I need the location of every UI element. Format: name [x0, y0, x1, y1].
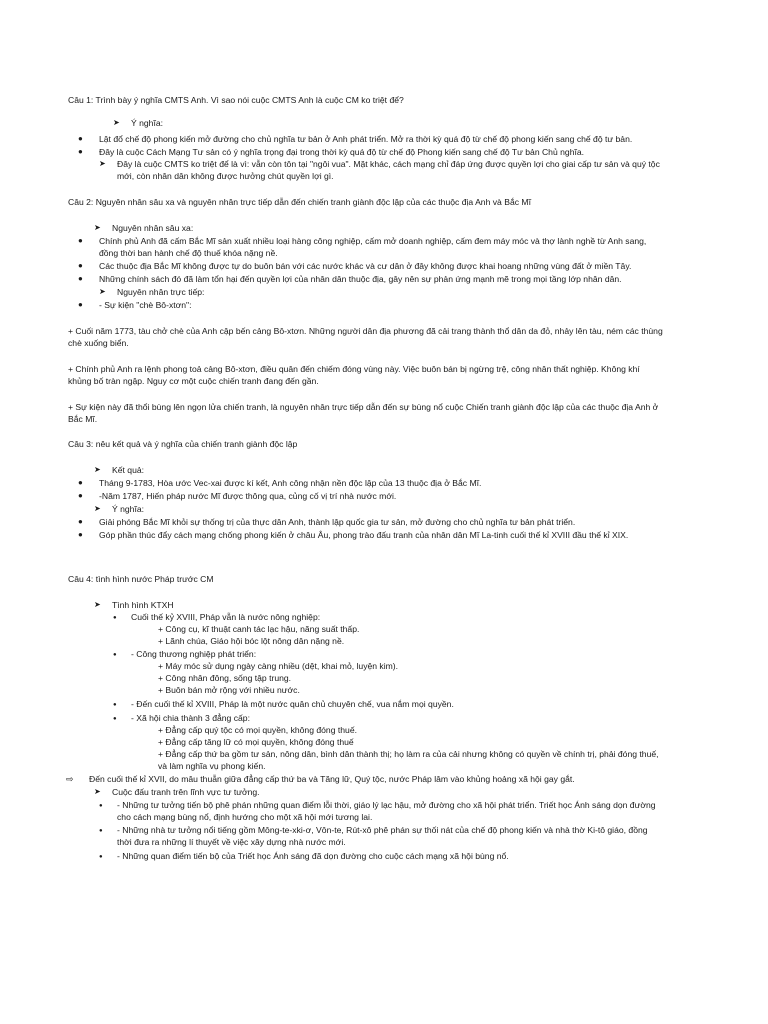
bullet-icon: ● — [78, 147, 83, 156]
q2-para-3-line-2: Bắc Mĩ. — [68, 414, 98, 424]
bullet-icon: ● — [113, 615, 117, 621]
question-1-title: Câu 1: Trình bày ý nghĩa CMTS Anh. Vì sao nói cuộc CMTS Anh là cuộc CM ko triệt để? — [68, 95, 404, 105]
q4-industry-2: + Công nhân đông, sống tập trung. — [158, 673, 292, 683]
bullet-icon: ● — [113, 702, 117, 708]
q4-agriculture: Cuối thế kỷ XVIII, Pháp vẫn là nước nông nghiệp: — [131, 612, 321, 622]
bullet-icon: ● — [78, 491, 83, 500]
q1-subitem-line-2: mới, còn nhân dân không được hưởng chút quyền lợi gì. — [117, 171, 334, 181]
arrow-bullet-icon: ➤ — [94, 787, 101, 796]
bullet-icon: ● — [78, 274, 83, 283]
q2-item-3: Những chính sách đó đã làm tổn hại đến quyền lợi của nhân dân thuộc địa, gây nên sự phản ứng mạnh mẽ trong mọi tầng lớp nhân dân. — [99, 274, 622, 284]
q4-ideology-2-line-1: - Những nhà tư tưởng nổi tiếng gồm Mông-te-xki-ơ, Vôn-te, Rút-xô phê phán sự thối nát của chế độ phong kiến và nhà thờ Ki-tô giáo, đồng — [117, 825, 648, 835]
q2-item-4: - Sự kiện "chè Bô-xtơn": — [99, 300, 192, 310]
q4-agriculture-2: + Lãnh chúa, Giáo hội bóc lột nông dân nặng nề. — [158, 636, 345, 646]
arrow-bullet-icon: ➤ — [99, 287, 106, 296]
bullet-icon: ● — [78, 300, 83, 309]
arrow-bullet-icon: ➤ — [94, 223, 101, 232]
q4-heading-socioeconomic: Tình hình KTXH — [112, 600, 174, 610]
q4-heading-ideology: Cuộc đấu tranh trên lĩnh vực tư tưởng. — [112, 787, 260, 797]
q4-estates-3-cont: và làm nghĩa vụ phong kiến. — [158, 761, 266, 771]
q1-item-2: Đây là cuộc Cách Mạng Tư sản có ý nghĩa trọng đại trong thời kỳ quá độ từ chế độ Phong kiến sang chế độ Tư bản Chủ nghĩa. — [99, 147, 585, 157]
q4-industry: - Công thương nghiệp phát triển: — [131, 649, 257, 659]
q4-monarchy: - Đến cuối thế kỉ XVIII, Pháp là một nước quân chủ chuyên chế, vua nắm mọi quyền. — [131, 699, 454, 709]
q2-heading-deep-cause: Nguyên nhân sâu xa: — [112, 223, 194, 233]
arrow-bullet-icon: ➤ — [113, 118, 120, 127]
q4-ideology-3: - Những quan điểm tiến bộ của Triết học Ánh sáng đã dọn đường cho cuộc cách mạng xã hội bùng nổ. — [117, 851, 509, 861]
q1-heading-meaning: Ý nghĩa: — [131, 118, 164, 128]
q4-estates-3: + Đẳng cấp thứ ba gồm tư sản, nông dân, bình dân thành thị; họ làm ra của cải nhưng không có quyền về chính trị, phải đóng thuế, — [158, 749, 659, 759]
q4-estates: - Xã hội chia thành 3 đẳng cấp: — [131, 713, 250, 723]
q2-item-1-line-2: đồng thời ban hành chế độ thuế khóa nặng nề. — [99, 248, 278, 258]
q3-item-4: Góp phần thúc đẩy cách mạng chống phong kiến ở châu Âu, phong trào đấu tranh của nhân dân Mĩ La-tinh cuối thế kỉ XVIII đầu thế kỉ XIX. — [99, 530, 629, 540]
bullet-icon: ● — [99, 854, 103, 860]
q2-para-1-line-2: chè xuống biển. — [68, 338, 129, 348]
bullet-icon: ● — [113, 716, 117, 722]
arrow-bullet-icon: ➤ — [94, 600, 101, 609]
q2-para-2-line-1: + Chính phủ Anh ra lệnh phong toả cảng Bô-xtơn, điều quân đến chiếm đóng vùng này. Việc buôn bán bị ngừng trệ, công nhân thất nghiệp. Không khí — [68, 364, 640, 374]
q1-item-1: Lật đổ chế độ phong kiến mở đường cho chủ nghĩa tư bản ở Anh phát triển. Mở ra thời kỳ quá độ từ chế độ phong kiến sang chế độ tư bản. — [99, 134, 633, 144]
bullet-icon: ● — [99, 828, 103, 834]
q3-item-2: -Năm 1787, Hiến pháp nước Mĩ được thông qua, củng cố vị trí nhà nước mới. — [99, 491, 397, 501]
q2-heading-direct-cause: Nguyên nhân trực tiếp: — [117, 287, 205, 297]
q4-industry-1: + Máy móc sử dụng ngày càng nhiều (dệt, khai mỏ, luyện kim). — [158, 661, 399, 671]
bullet-icon: ● — [99, 803, 103, 809]
q2-para-1-line-1: + Cuối năm 1773, tàu chở chè của Anh cập bến cảng Bô-xtơn. Những người dân địa phương đã cải trang thành thổ dân da đỏ, nhảy lên tàu, ném các thùng — [68, 326, 663, 336]
q4-ideology-1-line-2: cho cách mạng bùng nổ, định hướng cho một xã hội mới tương lai. — [117, 812, 373, 822]
q4-estates-2: + Đẳng cấp tăng lữ có mọi quyền, không đóng thuế — [158, 737, 354, 747]
question-3-title: Câu 3: nêu kết quả và ý nghĩa của chiến tranh giành độc lập — [68, 439, 298, 449]
bullet-icon: ● — [78, 530, 83, 539]
q2-para-3-line-1: + Sự kiện này đã thổi bùng lên ngọn lửa chiến tranh, là nguyên nhân trực tiếp dẫn đến sự bùng nổ cuộc Chiến tranh giành độc lập của các thuộc địa Anh ở — [68, 402, 659, 412]
q2-item-2: Các thuộc địa Bắc Mĩ không được tự do buôn bán với các nước khác và cư dân ở đây không được khai hoang những vùng đất ở miền Tây. — [99, 261, 632, 271]
q4-conclusion: Đến cuối thế kỉ XVII, do mâu thuẫn giữa đẳng cấp thứ ba và Tăng lữ, Quý tộc, nước Pháp lâm vào khủng hoảng xã hội gay gắt. — [89, 774, 575, 784]
bullet-icon: ● — [78, 517, 83, 526]
q4-estates-1: + Đẳng cấp quý tộc có mọi quyền, không đóng thuế. — [158, 725, 357, 735]
q1-subitem-line-1: Đây là cuộc CMTS ko triệt để là vì: vẫn còn tôn tại "ngôi vua". Mặt khác, cách mạng chỉ đáp ứng được quyền lợi cho giai cấp tư sản và quý tộc — [117, 159, 660, 169]
bullet-icon: ● — [113, 652, 117, 658]
q4-ideology-2-line-2: thời đưa ra những lí thuyết về việc xây dựng nhà nước mới. — [117, 837, 346, 847]
q4-industry-3: + Buôn bán mở rộng với nhiều nước. — [158, 685, 300, 695]
q2-para-2-line-2: khủng bố tràn ngập. Nguy cơ một cuộc chiến tranh đang đến gần. — [68, 376, 319, 386]
bullet-icon: ● — [78, 478, 83, 487]
double-arrow-icon: ⇨ — [66, 774, 74, 784]
q4-ideology-1-line-1: - Những tư tưởng tiến bộ phê phán những quan điểm lỗi thời, giáo lý lạc hậu, mở đường cho xã hội phát triển. Triết học Ánh sáng dọn đường — [117, 800, 656, 810]
q3-item-3: Giải phóng Bắc Mĩ khỏi sự thống trị của thực dân Anh, thành lập quốc gia tư sản, mở đường cho chủ nghĩa tư bản phát triển. — [99, 517, 576, 527]
question-4-title: Câu 4: tình hình nước Pháp trước CM — [68, 574, 214, 584]
bullet-icon: ● — [78, 261, 83, 270]
q3-heading-meaning: Ý nghĩa: — [112, 504, 145, 514]
question-2-title: Câu 2: Nguyên nhân sâu xa và nguyên nhân trực tiếp dẫn đến chiến tranh giành độc lập của các thuộc địa Anh và Bắc Mĩ — [68, 197, 531, 207]
bullet-icon: ● — [78, 134, 83, 143]
arrow-bullet-icon: ➤ — [99, 159, 106, 168]
arrow-bullet-icon: ➤ — [94, 504, 101, 513]
q3-item-1: Tháng 9-1783, Hòa ước Vec-xai được kí kết, Anh công nhận nền độc lập của 13 thuộc địa ở Bắc Mĩ. — [99, 478, 482, 488]
arrow-bullet-icon: ➤ — [94, 465, 101, 474]
q2-item-1-line-1: Chính phủ Anh đã cấm Bắc Mĩ sản xuất nhiều loại hàng công nghiệp, cấm mở doanh nghiệp, cấm đem máy móc và thợ lành nghề từ Anh sang, — [99, 236, 647, 246]
bullet-icon: ● — [78, 236, 83, 245]
q4-agriculture-1: + Công cụ, kĩ thuật canh tác lạc hậu, năng suất thấp. — [158, 624, 360, 634]
q3-heading-result: Kết quả: — [112, 465, 145, 475]
